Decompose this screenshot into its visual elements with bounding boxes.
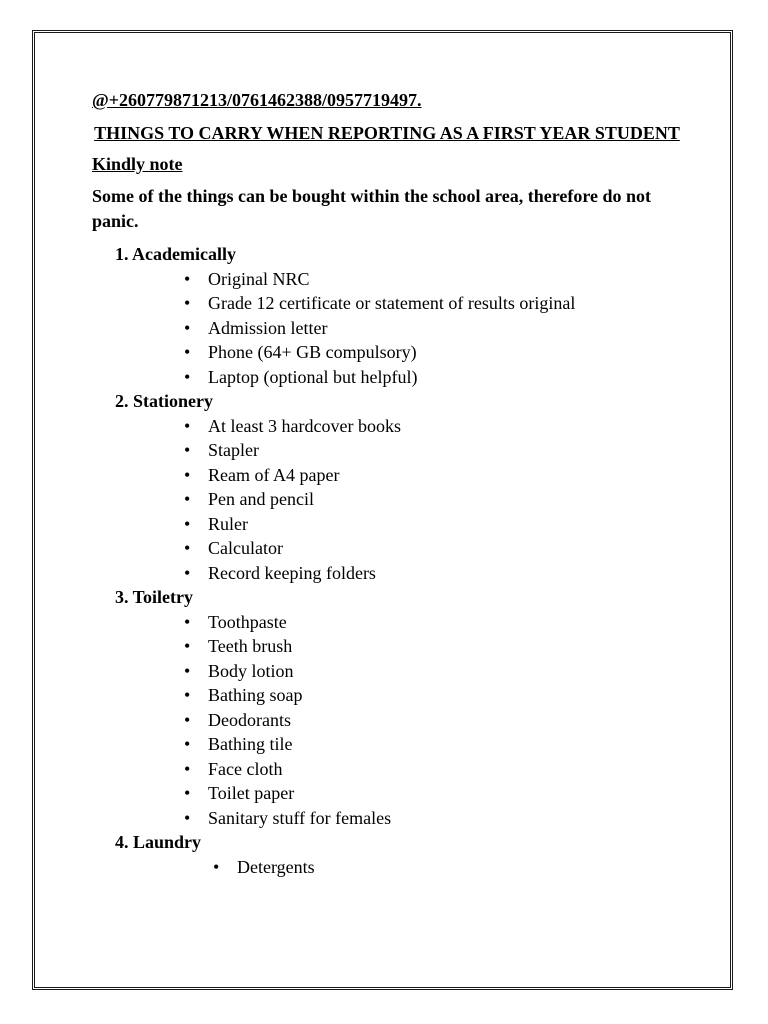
list-item: [184, 659, 682, 684]
bullet-icon: •: [184, 293, 191, 313]
list-item-text: Body lotion: [208, 660, 294, 681]
list-item: [184, 512, 682, 537]
bullet-icon: •: [184, 636, 191, 656]
list-item-text: Laptop (optional but helpful): [208, 366, 418, 387]
bullet-icon: •: [184, 611, 191, 632]
bullet-icon: •: [184, 513, 191, 534]
bullet-icon: •: [184, 317, 191, 338]
section-heading: 1. Academically: [115, 244, 236, 264]
page-title: THINGS TO CARRY WHEN REPORTING AS A FIRST YEAR STUDENT: [94, 123, 680, 143]
list-item-text: Detergents: [237, 856, 315, 877]
bullet-icon: •: [184, 366, 191, 387]
checklist-section: [115, 389, 682, 585]
list-item: [184, 340, 682, 365]
list-item: [184, 291, 682, 316]
bullet-icon: •: [184, 268, 191, 289]
list-item-text: Toothpaste: [208, 611, 287, 632]
list-item: [184, 732, 682, 757]
list-item-text: Toilet paper: [208, 783, 295, 803]
section-heading: 3. Toiletry: [115, 587, 194, 607]
list-item-text: Stapler: [208, 440, 259, 460]
list-item-text: Original NRC: [208, 268, 310, 289]
bullet-icon: •: [184, 562, 191, 583]
note-heading: Kindly note: [92, 154, 183, 174]
list-item-text: Pen and pencil: [208, 489, 314, 509]
bullet-icon: •: [184, 464, 191, 485]
list-item-text: Grade 12 certificate or statement of results original: [208, 293, 576, 313]
list-item-text: Admission letter: [208, 317, 328, 338]
list-item: [184, 610, 682, 635]
list-item-text: Ream of A4 paper: [208, 464, 340, 485]
checklist-sections: [92, 242, 682, 879]
document-body: [92, 89, 682, 879]
list-item: [184, 487, 682, 512]
list-item: [184, 267, 682, 292]
list-item: [184, 438, 682, 463]
checklist-section: [115, 830, 682, 879]
section-item-list: [115, 855, 682, 880]
list-item: [184, 463, 682, 488]
list-item-text: Bathing tile: [208, 734, 293, 754]
list-item-text: Record keeping folders: [208, 562, 376, 583]
note-text: Some of the things can be bought within the school area, therefore do not panic.: [92, 186, 652, 231]
list-item: [184, 634, 682, 659]
section-item-list: [115, 610, 682, 831]
phone-numbers: @+260779871213/0761462388/0957719497.: [92, 90, 422, 110]
list-item: [184, 683, 682, 708]
list-item-text: Sanitary stuff for females: [208, 807, 392, 828]
list-item-text: Teeth brush: [208, 636, 293, 656]
bullet-icon: •: [184, 685, 191, 705]
bullet-icon: •: [184, 734, 191, 754]
bullet-icon: •: [213, 856, 220, 877]
list-item: [184, 781, 682, 806]
bullet-icon: •: [184, 783, 191, 803]
bullet-icon: •: [184, 807, 191, 828]
bullet-icon: •: [184, 758, 191, 779]
list-item-text: Face cloth: [208, 758, 283, 779]
list-item-text: Phone (64+ GB compulsory): [208, 342, 417, 362]
list-item: [184, 414, 682, 439]
list-item: [184, 365, 682, 390]
bullet-icon: •: [184, 538, 191, 558]
list-item: [213, 855, 682, 880]
bullet-icon: •: [184, 342, 191, 362]
section-item-list: [115, 267, 682, 390]
list-item: [184, 806, 682, 831]
checklist-section: [115, 585, 682, 830]
list-item-text: At least 3 hardcover books: [208, 415, 401, 436]
section-item-list: [115, 414, 682, 586]
list-item: [184, 757, 682, 782]
list-item-text: Deodorants: [208, 709, 291, 730]
checklist-section: [115, 242, 682, 389]
section-heading: 4. Laundry: [115, 832, 202, 852]
list-item-text: Ruler: [208, 513, 248, 534]
list-item: [184, 561, 682, 586]
bullet-icon: •: [184, 489, 191, 509]
list-item-text: Calculator: [208, 538, 283, 558]
list-item: [184, 536, 682, 561]
list-item: [184, 708, 682, 733]
bullet-icon: •: [184, 415, 191, 436]
list-item-text: Bathing soap: [208, 685, 303, 705]
bullet-icon: •: [184, 709, 191, 730]
list-item: [184, 316, 682, 341]
bullet-icon: •: [184, 660, 191, 681]
section-heading: 2. Stationery: [115, 391, 213, 411]
bullet-icon: •: [184, 440, 191, 460]
